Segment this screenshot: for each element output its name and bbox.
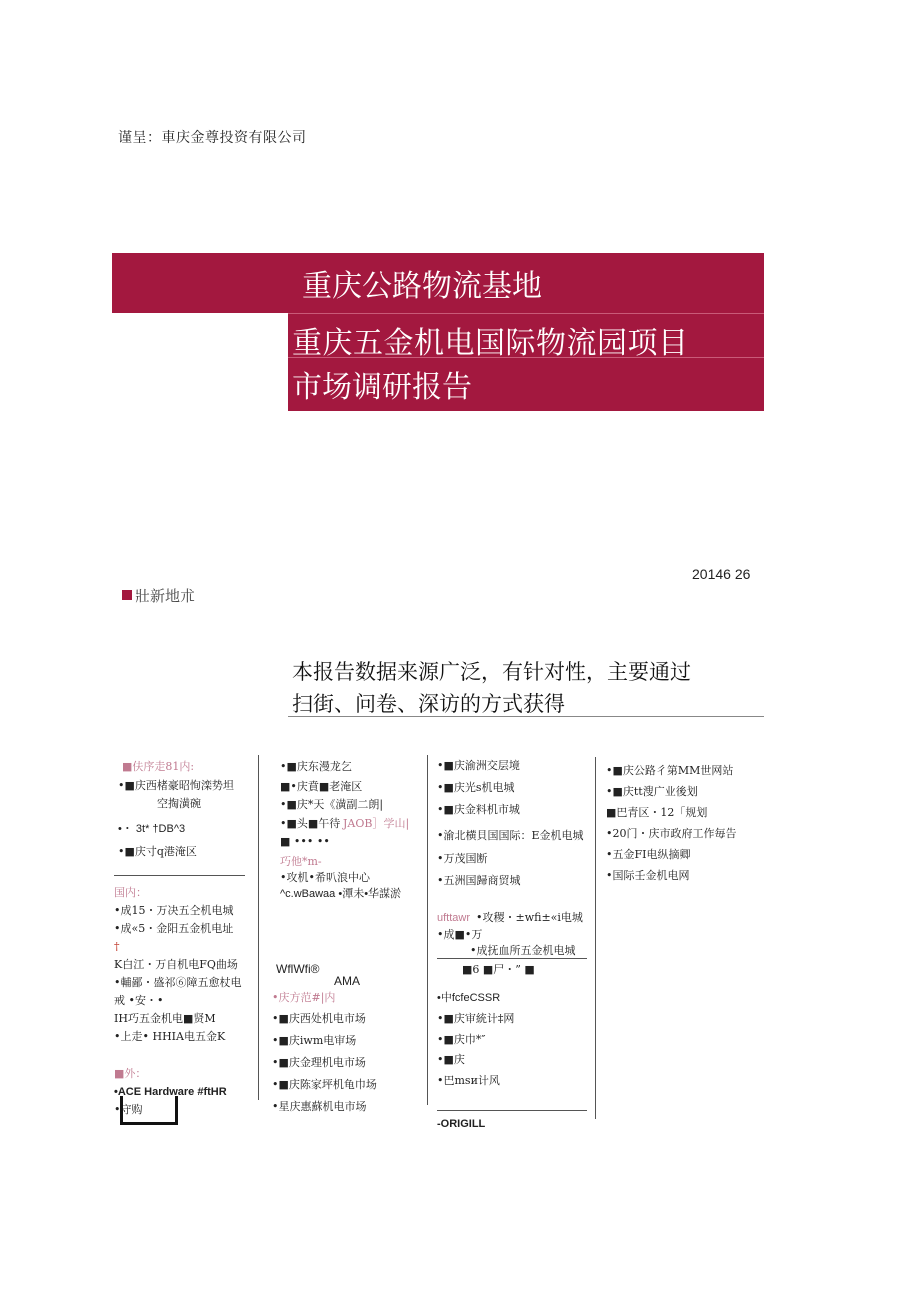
list-item: IH巧五金机电■贤M: [114, 1012, 216, 1025]
project-subtitle: 重庆五金机电国际物流园项目: [292, 326, 689, 361]
list-item: •成抚血所五金机电城: [470, 944, 576, 957]
list-item: •■庆金理机电市场: [272, 1056, 366, 1069]
list-item: •■庆公路彳第MM世网站: [606, 764, 734, 777]
list-item: •攻稷・±wfi±«i电城: [476, 911, 583, 924]
column-heading: ■伕序走81内:: [122, 760, 195, 773]
list-item: AMA: [334, 974, 361, 988]
list-item: ■巴青区・12「规划: [606, 806, 708, 819]
list-item: •五金FI电纵摘卿: [606, 848, 691, 861]
report-title: 市场调研报告: [292, 370, 472, 405]
list-item: •■庆东漫龙乞: [280, 760, 352, 773]
column-heading: ufttawr: [437, 912, 471, 924]
list-item: WflWfi®: [276, 962, 320, 976]
list-item: -ORIGILL: [437, 1118, 486, 1130]
bracket-mark: [120, 1096, 178, 1125]
list-item: •・ 3t* †DB^3: [118, 823, 186, 835]
list-item: K白江・万自机电FQ曲场: [114, 958, 238, 971]
list-item: ■•庆賁■老淹区: [280, 780, 363, 793]
list-item: ■6 ■尸・” ■: [462, 963, 535, 976]
list-item: •■庆光s机电城: [437, 781, 515, 794]
list-item: •■庆: [437, 1053, 465, 1066]
section-marker: [122, 590, 132, 600]
report-date: 20146 26: [692, 566, 751, 582]
list-item: •国际壬金机电网: [606, 869, 690, 882]
list-item: •巴msи计风: [437, 1074, 500, 1087]
list-item: •■庆巾*″: [437, 1033, 486, 1046]
source-note: 本报告数据来源广泛，有针对性，主要通过: [292, 660, 691, 684]
note-divider: [288, 716, 764, 717]
list-item: •上走• HHIA电五金K: [114, 1030, 226, 1043]
list-item: •■庆西楮豪昭恂滦势坦: [118, 779, 234, 792]
column-heading: •庆方范#|内: [272, 991, 336, 1004]
list-item: •万茂国断: [437, 852, 488, 865]
list-item: †: [114, 940, 120, 953]
list-item: •成■•万: [437, 928, 483, 941]
column-divider: [114, 875, 245, 876]
list-item: •■庆西处机电市场: [272, 1012, 366, 1025]
list-item: •五洲国歸商贸城: [437, 874, 521, 887]
column-divider: [437, 1110, 587, 1111]
list-item: •■庆iwm电审场: [272, 1034, 357, 1047]
list-item: •成«5・金阳五金机电址: [114, 922, 234, 935]
column-divider: [595, 757, 596, 1119]
list-item: •渝北横貝国国际：E金机电城: [437, 829, 584, 842]
list-item: 戒 •安・•: [114, 994, 164, 1007]
column-heading: ■外：: [114, 1067, 147, 1080]
source-note: 扫街、问卷、深访的方式获得: [292, 692, 565, 716]
project-title: 重庆公路物流基地: [302, 269, 542, 304]
banner-divider: [288, 313, 764, 314]
list-item: •成15・万决五仝机电城: [114, 904, 234, 917]
list-item: •■庆tt溲广业後划: [606, 785, 698, 798]
column-divider: [427, 755, 428, 1105]
list-item: •守购: [114, 1103, 143, 1116]
list-item: •星庆惠蘇机电市场: [272, 1100, 367, 1113]
column-heading: 巧他*m-: [280, 855, 322, 868]
list-item: 空掏潢碗: [157, 797, 201, 810]
list-item: •■庆审統计‡网: [437, 1012, 515, 1025]
list-item: •中fcfeCSSR: [437, 992, 501, 1004]
list-item: •■庆渝洲交层境: [437, 759, 520, 772]
list-item: •■庆陈家坪机龟巾场: [272, 1078, 377, 1091]
list-item: •20门・庆市政府工作毎告: [606, 827, 737, 840]
list-item: JAOB］学山|: [343, 817, 410, 830]
list-item: •輔鄙・盛祁⑥障五愈杖电: [114, 976, 242, 989]
section-title: 壯新地朮: [135, 587, 196, 605]
list-item: •攻机•希叭浪中心: [280, 871, 370, 884]
list-item: •■庆*天《潢副二朗|: [280, 798, 384, 811]
list-item: •■庆金料机市城: [437, 803, 520, 816]
presenter-line: 谨呈：車庆金尊投资有限公司: [118, 130, 307, 146]
list-item: •ACE Hardware #ftHR: [114, 1086, 227, 1098]
list-item: •■头■午待: [280, 817, 341, 830]
column-heading: 国内：: [114, 886, 147, 899]
column-divider: [437, 958, 587, 959]
list-item: •■庆寸q港淹区: [118, 845, 197, 858]
list-item: ^c.wBawaa •潭未•华謀淤: [280, 888, 402, 900]
column-divider: [258, 755, 259, 1100]
list-item: ■ ••• ••: [280, 835, 330, 848]
